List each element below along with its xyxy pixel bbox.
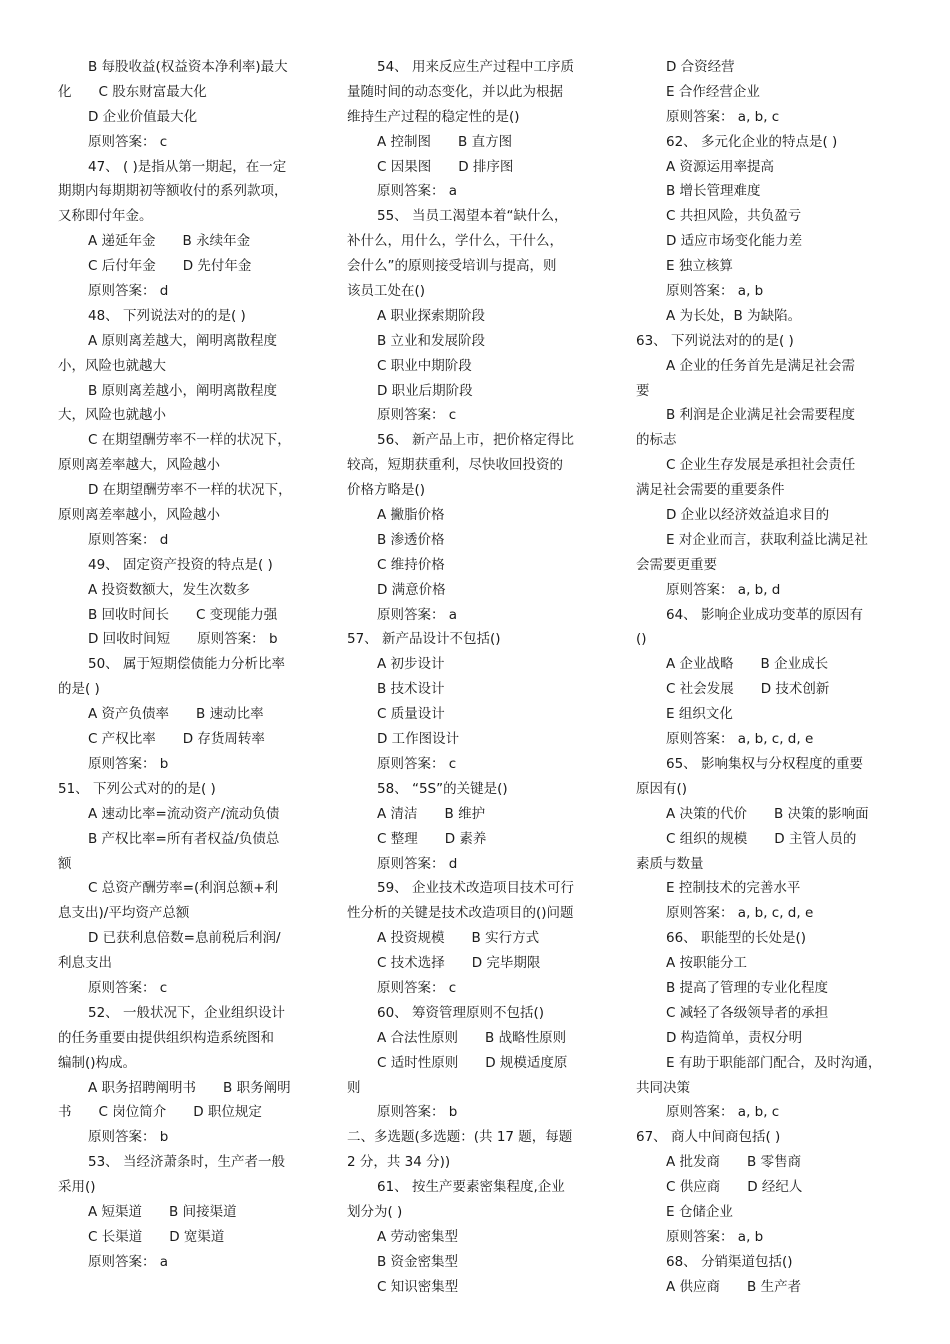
text-line: B 立业和发展阶段 (377, 332, 486, 349)
text-line: D 回收时间短 原则答案： b (88, 631, 278, 648)
text-line: A 决策的代价 B 决策的影响面 (666, 805, 869, 822)
text-line: C 后付年金 D 先付年金 (88, 258, 252, 275)
text-line: B 提高了管理的专业化程度 (666, 979, 829, 996)
text-line: C 总资产酬劳率=(利润总额+利 (88, 880, 279, 897)
text-line: 原则答案： a, b, c (666, 1104, 780, 1121)
text-line: 60、 筹资管理原则不包括() (377, 1004, 545, 1021)
text-line: C 共担风险，共负盈亏 (666, 208, 802, 225)
text-line: 58、 “5S”的关键是() (377, 780, 508, 797)
text-line: 53、 当经济萧条时，生产者一般 (88, 1154, 285, 1171)
text-line: C 适时性原则 D 规模适度原 (377, 1054, 568, 1071)
text-line: E 独立核算 (666, 258, 733, 275)
text-column-left (58, 55, 320, 1275)
text-line: C 产权比率 D 存货周转率 (88, 731, 265, 748)
text-line: 2 分，共 34 分)) (347, 1154, 451, 1171)
text-line: A 合法性原则 B 战略性原则 (377, 1029, 567, 1046)
text-line: D 适应市场变化能力差 (666, 233, 803, 250)
text-line: 51、 下列公式对的的是( ) (58, 780, 216, 797)
text-line: 利息支出 (58, 955, 112, 972)
text-line: 56、 新产品上市，把价格定得比 (377, 432, 574, 449)
text-line: 该员工处在() (347, 283, 426, 300)
text-line: D 满意价格 (377, 581, 446, 598)
text-line: 的标志 (636, 432, 677, 449)
text-line: C 社会发展 D 技术创新 (666, 681, 830, 698)
text-line: 大，风险也就越小 (58, 407, 166, 424)
text-line: 原则答案： c (377, 979, 457, 996)
text-line: 原则离差率越小，风险越小 (58, 507, 220, 524)
text-line: B 增长管理难度 (666, 183, 761, 200)
text-line: 原则离差率越大，风险越小 (58, 457, 220, 474)
text-line: A 递延年金 B 永续年金 (88, 233, 251, 250)
text-line: B 利润是企业满足社会需要程度 (666, 407, 856, 424)
text-line: 期期内每期期初等额收付的系列款项， (58, 183, 288, 200)
text-line: B 资金密集型 (377, 1253, 459, 1270)
text-line: B 回收时间长 C 变现能力强 (88, 606, 278, 623)
text-line: 要 (636, 382, 650, 399)
text-line: A 速动比率=流动资产/流动负债 (88, 805, 280, 822)
text-line: D 已获利息倍数=息前税后利润/ (88, 930, 281, 947)
text-line: 化 C 股东财富最大化 (58, 83, 207, 100)
text-line: 66、 职能型的长处是() (666, 930, 807, 947)
text-line: C 维持价格 (377, 556, 445, 573)
text-line: A 初步设计 (377, 656, 445, 673)
text-line: C 职业中期阶段 (377, 357, 472, 374)
text-line: 划分为( ) (347, 1203, 403, 1220)
text-line: 原则答案： b (377, 1104, 458, 1121)
text-line: 67、 商人中间商包括( ) (636, 1129, 781, 1146)
text-line: E 组织文化 (666, 706, 733, 723)
text-line: A 为长处，B 为缺陷。 (666, 307, 802, 324)
text-line: 原则答案： a, b, c, d, e (666, 731, 814, 748)
text-line: B 每股收益(权益资本净利率)最大 (88, 59, 288, 75)
text-line: 采用() (58, 1179, 96, 1196)
text-line: 满足社会需要的重要条件 (636, 482, 785, 499)
text-line: A 职务招聘阐明书 B 职务阐明 (88, 1079, 291, 1096)
text-line: 原则答案： c (88, 133, 168, 150)
text-column-middle (347, 55, 609, 1300)
text-line: 原则答案： d (88, 283, 169, 300)
text-line: 68、 分销渠道包括() (666, 1253, 793, 1270)
text-line: 的是( ) (58, 681, 100, 698)
text-line: D 工作图设计 (377, 731, 460, 748)
text-line: 共同决策 (636, 1079, 690, 1096)
text-line: 65、 影响集权与分权程度的重要 (666, 755, 863, 772)
text-line: A 投资数额大，发生次数多 (88, 581, 251, 598)
text-line: 原则答案： b (88, 1129, 169, 1146)
text-line: A 企业的任务首先是满足社会需 (666, 357, 856, 374)
text-line: E 仓储企业 (666, 1203, 733, 1220)
text-line: 61、 按生产要素密集程度,企业 (377, 1179, 565, 1196)
text-line: 小，风险也就越大 (58, 357, 166, 374)
text-line: 55、 当员工渴望本着“缺什么， (377, 208, 568, 225)
text-line: 54、 用来反应生产过程中工序质 (377, 59, 574, 75)
text-line: 额 (58, 855, 72, 872)
text-line: 57、 新产品设计不包括() (347, 631, 501, 648)
text-line: 维持生产过程的稳定性的是() (347, 108, 520, 125)
text-line: 原则答案： a, b, c, d, e (666, 905, 814, 922)
text-line: 的任务重要由提供组织构造系统图和 (58, 1029, 274, 1046)
text-line: 补什么，用什么，学什么，干什么， (347, 233, 563, 250)
text-line: A 资源运用率提高 (666, 158, 775, 175)
text-line: 则 (347, 1079, 361, 1096)
text-line: 二、多选题(多选题：(共 17 题，每题 (347, 1129, 573, 1146)
text-line: 又称即付年金。 (58, 208, 153, 225)
text-line: A 职业探索期阶段 (377, 307, 486, 324)
text-line: 会需要更重要 (636, 556, 717, 573)
text-line: 59、 企业技术改造项目技术可行 (377, 880, 574, 897)
text-line: 63、 下列说法对的的是( ) (636, 332, 794, 349)
text-line: 原则答案： a, b (666, 283, 764, 300)
text-line: E 有助于职能部门配合，及时沟通， (666, 1054, 882, 1071)
text-line: C 质量设计 (377, 706, 445, 723)
text-line: E 合作经营企业 (666, 83, 760, 100)
text-line: B 技术设计 (377, 681, 445, 698)
text-line: C 组织的规模 D 主管人员的 (666, 830, 857, 847)
text-line: 会什么”的原则接受培训与提高，则 (347, 258, 557, 275)
text-line: D 职业后期阶段 (377, 382, 473, 399)
text-line: 原则答案： c (377, 755, 457, 772)
text-line: 息支出)/平均资产总额 (58, 905, 190, 922)
text-line: A 资产负债率 B 速动比率 (88, 706, 264, 723)
text-line: B 渗透价格 (377, 531, 445, 548)
text-line: D 构造简单，责权分明 (666, 1029, 803, 1046)
text-line: C 知识密集型 (377, 1278, 459, 1295)
text-line: A 投资规模 B 实行方式 (377, 930, 540, 947)
text-line: 编制()构成。 (58, 1054, 137, 1071)
text-line: 原则答案： a (377, 606, 458, 623)
text-line: 49、 固定资产投资的特点是( ) (88, 556, 273, 573)
text-line: 原则答案： c (377, 407, 457, 424)
text-line: 47、 ( )是指从第一期起，在一定 (88, 158, 287, 175)
text-line: C 长渠道 D 宽渠道 (88, 1228, 225, 1245)
text-line: C 因果图 D 排序图 (377, 158, 514, 175)
text-line: D 企业价值最大化 (88, 108, 198, 125)
text-line: 64、 影响企业成功变革的原因有 (666, 606, 863, 623)
text-line: 原则答案： a, b, c (666, 108, 780, 125)
text-line: A 清洁 B 维护 (377, 805, 486, 822)
text-line: 50、 属于短期偿债能力分析比率 (88, 656, 285, 673)
text-line: 原则答案： c (88, 979, 168, 996)
text-line: 原则答案： d (88, 531, 169, 548)
text-line: C 企业生存发展是承担社会责任 (666, 457, 856, 474)
text-line: D 企业以经济效益追求目的 (666, 507, 830, 524)
text-line: B 原则离差越小，阐明离散程度 (88, 382, 278, 399)
text-line: 52、 一般状况下，企业组织设计 (88, 1004, 285, 1021)
text-line: C 在期望酬劳率不一样的状况下， (88, 432, 291, 449)
text-line: E 控制技术的完善水平 (666, 880, 801, 897)
text-line: () (636, 631, 647, 648)
text-line: C 技术选择 D 完毕期限 (377, 955, 541, 972)
text-line: 较高，短期获重利，尽快收回投资的 (347, 457, 563, 474)
text-line: 原则答案： d (377, 855, 458, 872)
text-line: 价格方略是() (347, 482, 426, 499)
text-line: A 短渠道 B 间接渠道 (88, 1203, 237, 1220)
text-line: C 整理 D 素养 (377, 830, 487, 847)
text-line: A 劳动密集型 (377, 1228, 459, 1245)
text-column-right (636, 55, 898, 1300)
text-line: 性分析的关键是技术改造项目的()问题 (347, 905, 574, 922)
text-line: A 撇脂价格 (377, 507, 445, 524)
text-line: 原则答案： a, b, d (666, 581, 781, 598)
text-line: A 批发商 B 零售商 (666, 1154, 802, 1171)
text-line: 48、 下列说法对的的是( ) (88, 307, 246, 324)
text-line: 素质与数量 (636, 855, 704, 872)
text-line: A 企业战略 B 企业成长 (666, 656, 829, 673)
text-line: 62、 多元化企业的特点是( ) (666, 133, 838, 150)
text-line: D 合资经营 (666, 59, 735, 75)
text-line: 量随时间的动态变化，并以此为根据 (347, 83, 563, 100)
text-line: A 控制图 B 直方图 (377, 133, 513, 150)
text-line: 原则答案： a, b (666, 1228, 764, 1245)
text-line: B 产权比率=所有者权益/负债总 (88, 830, 280, 847)
text-line: D 在期望酬劳率不一样的状况下， (88, 482, 292, 499)
text-line: E 对企业而言，获取利益比满足社 (666, 531, 868, 548)
text-line: A 供应商 B 生产者 (666, 1278, 802, 1295)
text-line: 原则答案： b (88, 755, 169, 772)
text-line: A 按职能分工 (666, 955, 748, 972)
text-line: A 原则离差越大，阐明离散程度 (88, 332, 278, 349)
text-line: 原则答案： a (88, 1253, 169, 1270)
text-line: C 减轻了各级领导者的承担 (666, 1004, 829, 1021)
text-line: 原因有() (636, 780, 688, 797)
text-line: C 供应商 D 经纪人 (666, 1179, 803, 1196)
text-line: 书 C 岗位简介 D 职位规定 (58, 1104, 262, 1121)
text-line: 原则答案： a (377, 183, 458, 200)
